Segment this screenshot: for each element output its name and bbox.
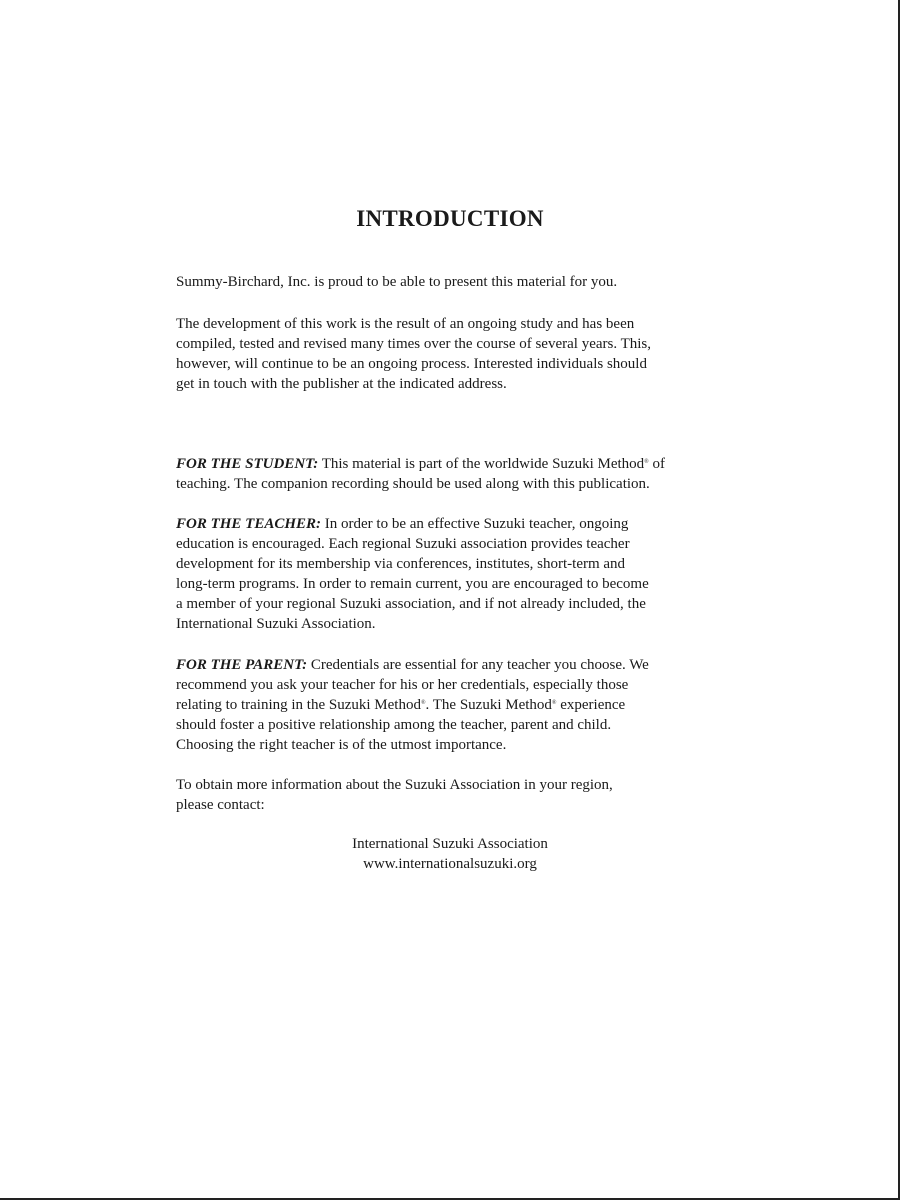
registered-mark: ® [420,700,426,706]
parent-line [176,655,736,675]
teacher-paragraph [176,514,736,634]
parent-line: should foster a positive relationship among the teacher, parent and child. [176,717,612,733]
page-title: INTRODUCTION [356,206,544,231]
intro-paragraph [176,272,736,292]
teacher-line: education is encouraged. Each regional Suzuki association provides teacher [176,536,630,552]
contact-line: To obtain more information about the Suzuki Association in your region, [176,777,613,793]
registered-mark: ® [644,459,649,465]
teacher-line: development for its membership via conferences, institutes, short-term and [176,556,626,572]
intro-text: Summy-Birchard, Inc. is proud to be able to present this material for you. [176,274,618,290]
teacher-line [176,514,736,534]
parent-paragraph [176,655,736,755]
teacher-line: long-term programs. In order to remain current, you are encouraged to become [176,576,649,592]
contact-paragraph [176,775,736,815]
teacher-line: a member of your regional Suzuki association, and if not already included, the [176,596,646,612]
student-line: teaching. The companion recording should be used along with this publication. [176,476,650,492]
development-line: get in touch with the publisher at the indicated address. [176,376,507,392]
parent-line [176,695,736,715]
teacher-lead: FOR THE TEACHER: [176,516,322,532]
development-line: compiled, tested and revised many times over the course of several years. This, [176,336,651,352]
association-name: International Suzuki Association [352,836,548,852]
association-block [0,834,900,874]
student-paragraph [176,454,736,494]
development-line: The development of this work is the result of an ongoing study and has been [176,316,635,332]
student-lead: FOR THE STUDENT: [176,456,319,472]
parent-line: Choosing the right teacher is of the utmost importance. [176,737,507,753]
parent-line: recommend you ask your teacher for his or her credentials, especially those [176,677,629,693]
development-line: however, will continue to be an ongoing process. Interested individuals should [176,356,647,372]
registered-mark: ® [551,700,557,706]
parent-text-c: experience [556,697,626,713]
parent-text-a: relating to training in the Suzuki Method [176,697,421,713]
teacher-text: In order to be an effective Suzuki teacher, ongoing [321,516,629,532]
student-text: This material is part of the worldwide Suzuki Method [318,456,645,472]
association-url: www.internationalsuzuki.org [363,856,537,872]
parent-lead: FOR THE PARENT: [176,657,308,673]
teacher-line: International Suzuki Association. [176,616,376,632]
parent-text: Credentials are essential for any teacher you choose. We [307,657,649,673]
contact-line: please contact: [176,797,265,813]
student-line [176,454,736,474]
development-paragraph [176,314,736,394]
student-text-end: of [648,456,665,472]
parent-text-b: . The Suzuki Method [425,697,552,713]
